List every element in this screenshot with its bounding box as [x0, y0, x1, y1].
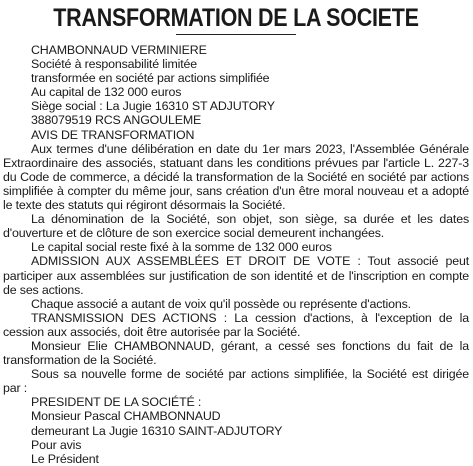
closing-signatory: Le Président: [31, 451, 99, 466]
paragraph-new-direction: Sous sa nouvelle forme de société par actions simplifiée, la Société est dirigée par :: [3, 367, 469, 396]
company-new-form: transformée en société par actions simplifiée: [31, 71, 270, 86]
paragraph-votes: Chaque associé a autant de voix qu'il possède ou représente d'actions.: [31, 296, 411, 311]
president-address: demeurant La Jugie 16310 SAINT-ADJUTORY: [31, 423, 283, 438]
notice-type: AVIS DE TRANSFORMATION: [31, 127, 195, 142]
paragraph-share-transfer: TRANSMISSION DES ACTIONS : La cession d'actions, à l'exception de la cession aux associés, doit être autorisée par la Société.: [3, 310, 469, 339]
president-heading: PRESIDENT DE LA SOCIÉTÉ :: [31, 395, 202, 410]
company-name: CHAMBONNAUD VERMINIERE: [31, 43, 207, 57]
notice-title: TRANSFORMATION DE LA SOCIETE: [53, 4, 419, 32]
paragraph-unchanged-details: La dénomination de la Société, son objet, son siège, sa durée et les dates d'ouverture et de clôture de son exercice social demeurent inchangées.: [3, 212, 469, 241]
paragraph-former-manager: Monsieur Elie CHAMBONNAUD, gérant, a cessé ses fonctions du fait de la transformation de la Société.: [3, 338, 469, 368]
notice-body: [3, 43, 469, 466]
legal-notice: [0, 4, 473, 466]
title-divider: [176, 34, 296, 35]
company-registered-office: Siège social : La Jugie 16310 ST ADJUTORY: [31, 99, 275, 114]
paragraph-decision: Aux termes d'une délibération en date du 1er mars 2023, l'Assemblée Générale Extraordinaire des associés, statuant dans les conditions prévues par l'article L. 227-3 du Code de commerce, a décidé la transformation de la Société en société par actions simplifiée à compter du même jour, sans création d'un être moral nouveau et a adopté le texte des statuts qui régiront désormais la Société.: [3, 141, 469, 213]
paragraph-capital: Le capital social reste fixé à la somme de 132 000 euros: [31, 240, 332, 255]
company-legal-form: Société à responsabilité limitée: [31, 57, 198, 72]
president-name: Monsieur Pascal CHAMBONNAUD: [31, 409, 221, 424]
paragraph-admission-voting: ADMISSION AUX ASSEMBLÉES ET DROIT DE VOTE : Tout associé peut participer aux assemblées sur justification de son identité et de l'inscription en compte de ses actions.: [3, 254, 469, 297]
closing-pour-avis: Pour avis: [31, 437, 82, 452]
company-rcs-number: 388079519 RCS ANGOULEME: [31, 113, 202, 128]
company-capital: Au capital de 132 000 euros: [31, 85, 182, 100]
